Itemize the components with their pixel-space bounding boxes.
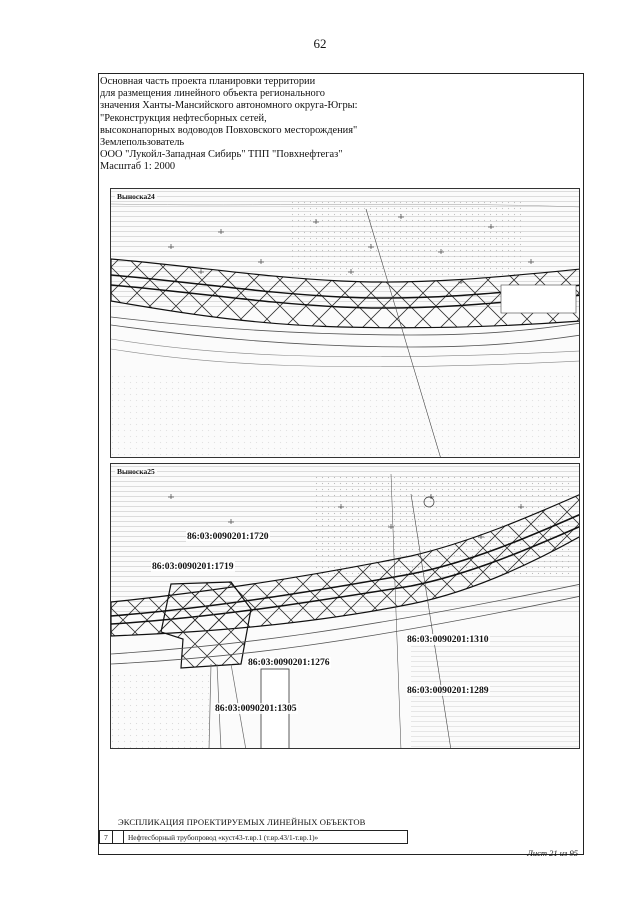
header-line: ООО "Лукойл-Западная Сибирь" ТПП "Повхнефтегаз" xyxy=(100,149,343,161)
legend-swatch xyxy=(113,831,124,843)
cadastral-label: 86:03:0090201:1276 xyxy=(248,657,330,668)
cadastral-label: 86:03:0090201:1305 xyxy=(215,703,297,714)
legend-title: ЭКСПЛИКАЦИЯ ПРОЕКТИРУЕМЫХ ЛИНЕЙНЫХ ОБЪЕКТОВ xyxy=(118,817,366,827)
panel-label: Выноска24 xyxy=(117,192,155,201)
map-drawing-25 xyxy=(111,464,580,749)
cadastral-label: 86:03:0090201:1310 xyxy=(407,634,489,645)
cadastral-label: 86:03:0090201:1289 xyxy=(407,685,489,696)
header-line: значения Ханты-Мансийского автономного округа-Югры: xyxy=(100,100,358,112)
page-number: 62 xyxy=(313,36,327,51)
header-line: Землепользователь xyxy=(100,137,185,149)
sheet-number: Лист 21 из 95 xyxy=(527,848,578,858)
map-panel-25 xyxy=(110,463,580,749)
panel-label: Выноска25 xyxy=(117,467,155,476)
map-drawing-24 xyxy=(111,189,580,458)
cadastral-label: 86:03:0090201:1719 xyxy=(152,561,234,572)
header-line: Масштаб 1: 2000 xyxy=(100,161,176,173)
header-line: "Реконструкция нефтесборных сетей, xyxy=(100,112,267,124)
header-line: высоконапорных водоводов Повховского месторождения" xyxy=(100,124,358,136)
legend-row-text: Нефтесборный трубопровод «куст43-т.вр.1 (т.вр.43/1-т.вр.1)» xyxy=(128,833,319,842)
header-line: Основная часть проекта планировки территории xyxy=(100,76,316,87)
legend-table xyxy=(99,830,408,844)
header-line: для размещения линейного объекта регионального xyxy=(100,88,325,100)
cadastral-label: 86:03:0090201:1720 xyxy=(187,531,269,542)
map-panel-24 xyxy=(110,188,580,458)
document-header xyxy=(100,76,400,174)
legend-row-number: 7 xyxy=(100,831,113,843)
